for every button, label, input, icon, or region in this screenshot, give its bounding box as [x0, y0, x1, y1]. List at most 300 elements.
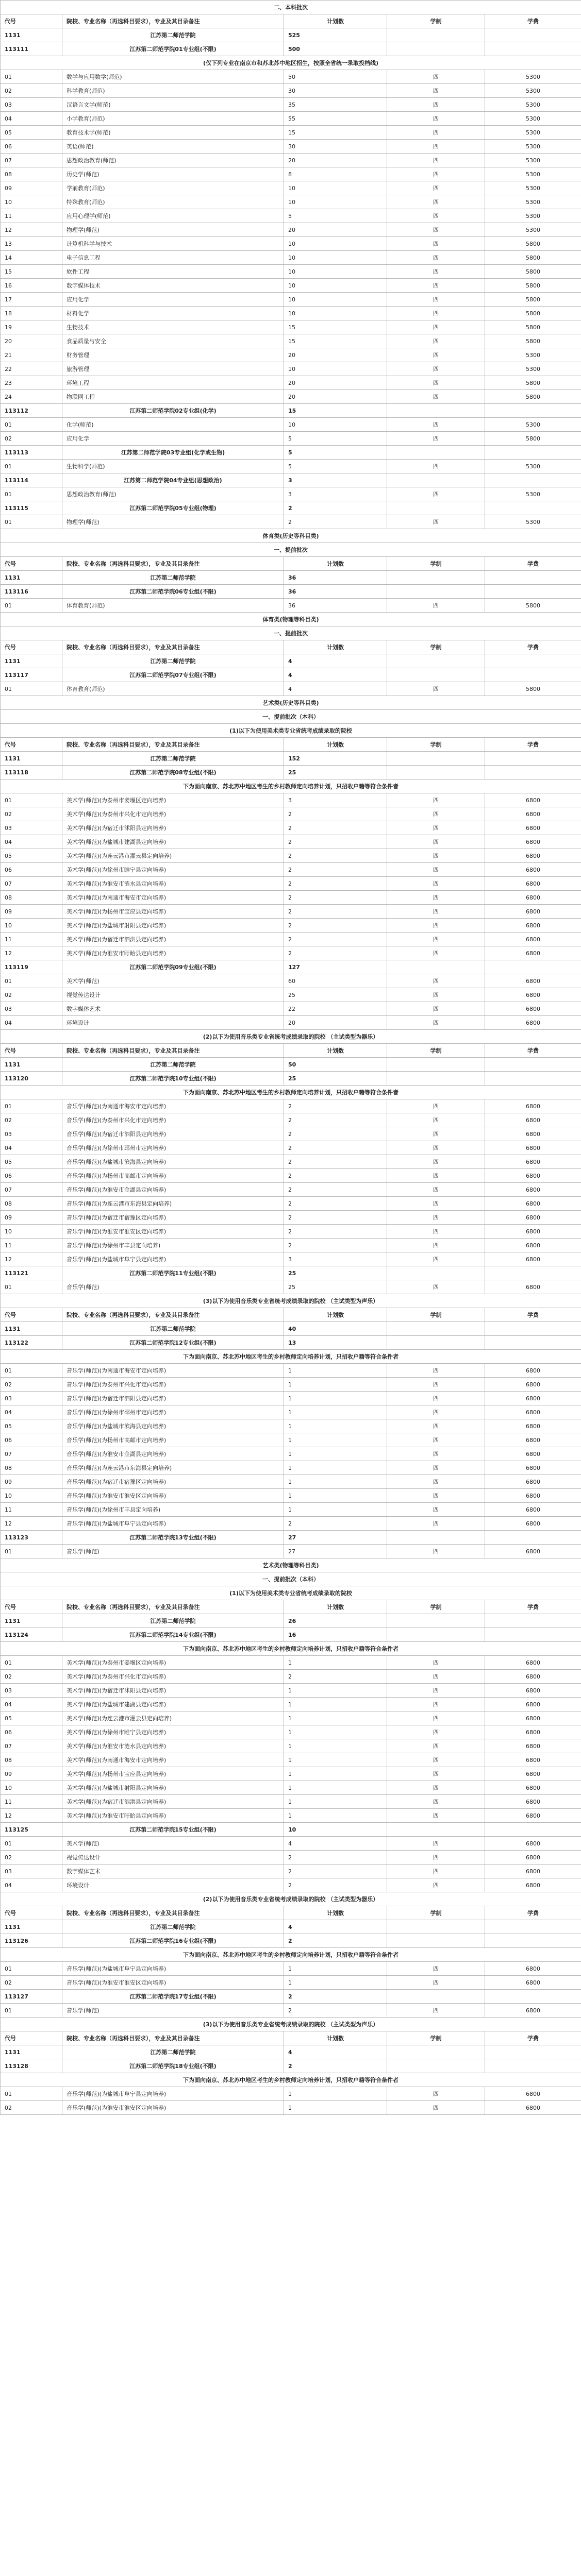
major-row: [1, 1767, 581, 1781]
note-row: [1, 2018, 581, 2031]
major-code: 02: [1, 84, 62, 98]
major-plan: 2: [284, 919, 387, 933]
major-row: [1, 835, 581, 849]
row-plan: 36: [284, 571, 387, 585]
major-name: 音乐学(师范): [62, 1545, 284, 1558]
major-name: 美术学(师范)(为扬州市宝应县定向培养): [62, 905, 284, 919]
major-code: 07: [1, 1739, 62, 1753]
school-row: [1, 1614, 581, 1628]
major-years: 四: [387, 1781, 485, 1795]
row-major: 江苏第二师范学院13专业组(不限): [62, 1531, 284, 1545]
major-row: [1, 376, 581, 390]
major-plan: 10: [284, 265, 387, 279]
major-code: 05: [1, 1155, 62, 1169]
header-code: 代号: [1, 557, 62, 571]
major-name: 食品质量与安全: [62, 334, 284, 348]
major-plan: 1: [284, 1711, 387, 1725]
major-row: [1, 167, 581, 181]
major-code: 13: [1, 237, 62, 251]
row-fee: [485, 1266, 581, 1280]
group-row: [1, 501, 581, 515]
major-years: 四: [387, 112, 485, 126]
major-fee: 6800: [485, 863, 581, 877]
major-code: 02: [1, 432, 62, 446]
major-years: 四: [387, 835, 485, 849]
row-years: [387, 1920, 485, 1934]
major-plan: 2: [284, 2004, 387, 2018]
major-years: 四: [387, 362, 485, 376]
row-plan: 27: [284, 1531, 387, 1545]
group-row: [1, 473, 581, 487]
major-years: 四: [387, 432, 485, 446]
major-years: 四: [387, 251, 485, 265]
major-code: 04: [1, 835, 62, 849]
note-row: [1, 1030, 581, 1044]
header-plan: 计划数: [284, 1308, 387, 1322]
major-row: [1, 418, 581, 432]
major-row: [1, 1725, 581, 1739]
major-row: [1, 877, 581, 891]
major-fee: 6800: [485, 1698, 581, 1711]
major-fee: 6800: [485, 1433, 581, 1447]
row-years: [387, 404, 485, 418]
major-years: 四: [387, 1169, 485, 1183]
row-code: 1131: [1, 1614, 62, 1628]
section-title-row: [1, 696, 581, 710]
major-years: 四: [387, 293, 485, 307]
major-name: 视觉传达设计: [62, 988, 284, 1002]
major-plan: 1: [284, 2087, 387, 2101]
major-name: 体育教育(师范): [62, 682, 284, 696]
major-code: 10: [1, 195, 62, 209]
row-code: 1131: [1, 1920, 62, 1934]
major-name: 材料化学: [62, 307, 284, 320]
major-row: [1, 682, 581, 696]
note-text: (仅下列专业在南京市和苏北苏中地区招生，按照全省统一录取投档线): [1, 56, 581, 70]
major-row: [1, 1183, 581, 1197]
major-code: 01: [1, 1962, 62, 1976]
major-plan: 10: [284, 279, 387, 293]
header-plan: 计划数: [284, 14, 387, 28]
major-fee: 6800: [485, 849, 581, 863]
major-plan: 1: [284, 2101, 387, 2115]
major-code: 03: [1, 1684, 62, 1698]
major-code: 02: [1, 2101, 62, 2115]
row-years: [387, 473, 485, 487]
major-name: 美术学(师范)(为宿迁市沭阳县定向培养): [62, 821, 284, 835]
major-row: [1, 1865, 581, 1878]
major-years: 四: [387, 265, 485, 279]
note-text: 下为面向南京、苏北苏中地区考生的乡村教师定向培养计划，只招收户籍等符合条件者: [1, 779, 581, 793]
major-name: 音乐学(师范)(为扬州市高邮市定向培养): [62, 1169, 284, 1183]
major-name: 美术学(师范): [62, 974, 284, 988]
major-plan: 2: [284, 821, 387, 835]
major-plan: 10: [284, 293, 387, 307]
row-plan: 2: [284, 1934, 387, 1948]
major-years: 四: [387, 1976, 485, 1990]
header-major: 院校、专业名称（再选科目要求），专业及其目录备注: [62, 1600, 284, 1614]
major-years: 四: [387, 237, 485, 251]
major-code: 07: [1, 877, 62, 891]
major-row: [1, 863, 581, 877]
major-code: 01: [1, 1656, 62, 1670]
major-plan: 1: [284, 1781, 387, 1795]
major-name: 音乐学(师范)(为宿迁市宿豫区定向培养): [62, 1211, 284, 1225]
row-fee: [485, 446, 581, 460]
major-years: 四: [387, 1447, 485, 1461]
major-code: 08: [1, 1197, 62, 1211]
major-row: [1, 891, 581, 905]
major-name: 物理学(师范): [62, 515, 284, 529]
row-fee: [485, 42, 581, 56]
major-fee: 6800: [485, 1280, 581, 1294]
major-fee: 6800: [485, 1225, 581, 1239]
major-code: 12: [1, 1517, 62, 1531]
header-years: 学制: [387, 14, 485, 28]
major-row: [1, 1962, 581, 1976]
major-plan: 1: [284, 1489, 387, 1503]
major-name: 英语(师范): [62, 140, 284, 154]
row-major: 江苏第二师范学院: [62, 28, 284, 42]
row-fee: [485, 2045, 581, 2059]
major-code: 09: [1, 181, 62, 195]
major-plan: 3: [284, 793, 387, 807]
row-fee: [485, 668, 581, 682]
major-code: 10: [1, 919, 62, 933]
row-major: 江苏第二师范学院18专业组(不限): [62, 2059, 284, 2073]
row-fee: [485, 1072, 581, 1086]
row-major: 江苏第二师范学院: [62, 1920, 284, 1934]
major-fee: 6800: [485, 946, 581, 960]
major-years: 四: [387, 1795, 485, 1809]
major-code: 01: [1, 1545, 62, 1558]
major-row: [1, 1489, 581, 1503]
section-title-row: [1, 529, 581, 543]
major-plan: 2: [284, 1127, 387, 1141]
major-fee: 5800: [485, 279, 581, 293]
major-row: [1, 1684, 581, 1698]
major-code: 10: [1, 1489, 62, 1503]
major-fee: 6800: [485, 1878, 581, 1892]
major-row: [1, 905, 581, 919]
major-years: 四: [387, 1503, 485, 1517]
row-years: [387, 28, 485, 42]
major-code: 09: [1, 905, 62, 919]
column-header-row: [1, 738, 581, 752]
major-name: 美术学(师范)(为宿迁市泗洪县定向培养): [62, 1795, 284, 1809]
major-name: 美术学(师范)(为淮安市涟水县定向培养): [62, 1739, 284, 1753]
major-plan: 3: [284, 1252, 387, 1266]
major-fee: 6800: [485, 1656, 581, 1670]
major-fee: 5800: [485, 320, 581, 334]
major-code: 12: [1, 1252, 62, 1266]
major-years: 四: [387, 1865, 485, 1878]
major-fee: 6800: [485, 1475, 581, 1489]
major-years: 四: [387, 1739, 485, 1753]
header-code: 代号: [1, 1906, 62, 1920]
row-code: 113113: [1, 446, 62, 460]
note-row: [1, 1294, 581, 1308]
major-years: 四: [387, 1517, 485, 1531]
major-row: [1, 1711, 581, 1725]
major-years: 四: [387, 1711, 485, 1725]
row-major: 江苏第二师范学院05专业组(物理): [62, 501, 284, 515]
major-name: 音乐学(师范)(为盐城市阜宁县定向培养): [62, 1252, 284, 1266]
major-years: 四: [387, 1392, 485, 1405]
major-fee: 6800: [485, 1684, 581, 1698]
major-name: 音乐学(师范)(为泰州市兴化市定向培养): [62, 1378, 284, 1392]
major-fee: 5300: [485, 154, 581, 167]
column-header-row: [1, 1308, 581, 1322]
row-major: 江苏第二师范学院03专业组(化学或生物): [62, 446, 284, 460]
row-major: 江苏第二师范学院01专业组(不限): [62, 42, 284, 56]
major-fee: 5800: [485, 376, 581, 390]
major-row: [1, 265, 581, 279]
major-years: 四: [387, 1878, 485, 1892]
major-name: 美术学(师范)(为淮安市盱眙县定向培养): [62, 1809, 284, 1823]
major-row: [1, 112, 581, 126]
major-name: 美术学(师范)(为泰州市兴化市定向培养): [62, 1670, 284, 1684]
row-major: 江苏第二师范学院: [62, 654, 284, 668]
section-title-row: [1, 613, 581, 626]
row-plan: 13: [284, 1336, 387, 1350]
row-years: [387, 1058, 485, 1072]
major-code: 11: [1, 933, 62, 946]
section-title: 艺术类(历史等科目类): [1, 696, 581, 710]
major-fee: 5300: [485, 515, 581, 529]
major-code: 09: [1, 1475, 62, 1489]
header-fee: 学费: [485, 1906, 581, 1920]
row-code: 113115: [1, 501, 62, 515]
major-plan: 1: [284, 1809, 387, 1823]
major-fee: 5800: [485, 237, 581, 251]
major-code: 05: [1, 849, 62, 863]
header-plan: 计划数: [284, 1044, 387, 1058]
major-years: 四: [387, 891, 485, 905]
major-row: [1, 1016, 581, 1030]
major-code: 01: [1, 1837, 62, 1851]
major-row: [1, 1211, 581, 1225]
major-name: 财务管理: [62, 348, 284, 362]
batch-title-row: [1, 543, 581, 557]
major-years: 四: [387, 2101, 485, 2115]
group-row: [1, 1266, 581, 1280]
batch-title: 一、提前批次（本科）: [1, 710, 581, 724]
column-header-row: [1, 1044, 581, 1058]
row-plan: 25: [284, 1266, 387, 1280]
major-years: 四: [387, 390, 485, 404]
group-row: [1, 1823, 581, 1837]
major-name: 音乐学(师范)(为盐城市滨海县定向培养): [62, 1155, 284, 1169]
header-code: 代号: [1, 14, 62, 28]
major-row: [1, 237, 581, 251]
major-row: [1, 1447, 581, 1461]
major-fee: 6800: [485, 1197, 581, 1211]
major-name: 美术学(师范)(为连云港市灌云县定向培养): [62, 849, 284, 863]
major-plan: 55: [284, 112, 387, 126]
row-years: [387, 668, 485, 682]
major-years: 四: [387, 1099, 485, 1113]
major-years: 四: [387, 487, 485, 501]
major-row: [1, 307, 581, 320]
major-years: 四: [387, 1239, 485, 1252]
major-fee: 6800: [485, 1503, 581, 1517]
major-code: 02: [1, 1113, 62, 1127]
row-plan: 50: [284, 1058, 387, 1072]
major-code: 06: [1, 140, 62, 154]
major-fee: 6800: [485, 1851, 581, 1865]
row-years: [387, 766, 485, 779]
row-major: 江苏第二师范学院17专业组(不限): [62, 1990, 284, 2004]
major-years: 四: [387, 334, 485, 348]
major-years: 四: [387, 946, 485, 960]
major-code: 16: [1, 279, 62, 293]
header-fee: 学费: [485, 1044, 581, 1058]
major-name: 生物技术: [62, 320, 284, 334]
major-plan: 1: [284, 1392, 387, 1405]
header-plan: 计划数: [284, 738, 387, 752]
major-row: [1, 1127, 581, 1141]
major-years: 四: [387, 515, 485, 529]
row-years: [387, 1531, 485, 1545]
major-row: [1, 362, 581, 376]
major-row: [1, 807, 581, 821]
major-name: 音乐学(师范)(为淮安市淮安区定向培养): [62, 1976, 284, 1990]
major-row: [1, 974, 581, 988]
major-code: 01: [1, 487, 62, 501]
major-code: 10: [1, 1781, 62, 1795]
major-years: 四: [387, 1405, 485, 1419]
major-years: 四: [387, 98, 485, 112]
major-plan: 1: [284, 1753, 387, 1767]
major-code: 01: [1, 70, 62, 84]
row-major: 江苏第二师范学院: [62, 752, 284, 766]
header-major: 院校、专业名称（再选科目要求），专业及其目录备注: [62, 14, 284, 28]
header-code: 代号: [1, 738, 62, 752]
group-row: [1, 1072, 581, 1086]
note-text: 下为面向南京、苏北苏中地区考生的乡村教师定向培养计划，只招收户籍等符合条件者: [1, 2073, 581, 2087]
major-row: [1, 2004, 581, 2018]
major-plan: 2: [284, 515, 387, 529]
major-plan: 1: [284, 1739, 387, 1753]
row-fee: [485, 1934, 581, 1948]
major-fee: 6800: [485, 1141, 581, 1155]
major-plan: 10: [284, 362, 387, 376]
major-plan: 2: [284, 1851, 387, 1865]
major-fee: 6800: [485, 1725, 581, 1739]
major-years: 四: [387, 1684, 485, 1698]
major-row: [1, 1280, 581, 1294]
major-name: 旅游管理: [62, 362, 284, 376]
major-fee: 5800: [485, 334, 581, 348]
header-fee: 学费: [485, 14, 581, 28]
major-years: 四: [387, 1155, 485, 1169]
major-plan: 30: [284, 140, 387, 154]
group-row: [1, 1934, 581, 1948]
major-row: [1, 515, 581, 529]
major-code: 01: [1, 1099, 62, 1113]
major-plan: 22: [284, 1002, 387, 1016]
major-fee: 5300: [485, 348, 581, 362]
row-years: [387, 1336, 485, 1350]
row-fee: [485, 1823, 581, 1837]
row-years: [387, 752, 485, 766]
major-name: 汉语言文学(师范): [62, 98, 284, 112]
major-fee: 6800: [485, 1795, 581, 1809]
header-code: 代号: [1, 1308, 62, 1322]
major-years: 四: [387, 1016, 485, 1030]
note-row: [1, 56, 581, 70]
major-years: 四: [387, 1141, 485, 1155]
note-row: [1, 1642, 581, 1656]
row-code: 113123: [1, 1531, 62, 1545]
major-plan: 1: [284, 1461, 387, 1475]
row-plan: 10: [284, 1823, 387, 1837]
row-plan: 36: [284, 585, 387, 599]
major-fee: 6800: [485, 1169, 581, 1183]
major-name: 音乐学(师范)(为泰州市兴化市定向培养): [62, 1113, 284, 1127]
major-plan: 1: [284, 1767, 387, 1781]
row-code: 113125: [1, 1823, 62, 1837]
major-code: 02: [1, 1851, 62, 1865]
major-years: 四: [387, 223, 485, 237]
major-row: [1, 1433, 581, 1447]
major-years: 四: [387, 460, 485, 473]
row-major: 江苏第二师范学院: [62, 571, 284, 585]
major-row: [1, 1392, 581, 1405]
major-fee: 5300: [485, 181, 581, 195]
major-plan: 2: [284, 1878, 387, 1892]
major-plan: 15: [284, 334, 387, 348]
major-years: 四: [387, 2087, 485, 2101]
major-years: 四: [387, 1002, 485, 1016]
major-code: 04: [1, 1016, 62, 1030]
row-years: [387, 1266, 485, 1280]
major-code: 05: [1, 126, 62, 140]
major-code: 01: [1, 793, 62, 807]
batch-title-row: [1, 1572, 581, 1586]
row-code: 113121: [1, 1266, 62, 1280]
major-name: 数字媒体艺术: [62, 1865, 284, 1878]
note-text: (3)以下为使用音乐类专业省统考成绩录取的院校 （主试类型为声乐）: [1, 2018, 581, 2031]
major-code: 05: [1, 1711, 62, 1725]
major-row: [1, 390, 581, 404]
note-text: 下为面向南京、苏北苏中地区考生的乡村教师定向培养计划，只招收户籍等符合条件者: [1, 1642, 581, 1656]
major-name: 环境设计: [62, 1878, 284, 1892]
major-code: 12: [1, 223, 62, 237]
major-row: [1, 1837, 581, 1851]
major-plan: 2: [284, 877, 387, 891]
major-name: 教育技术学(师范): [62, 126, 284, 140]
major-name: 思想政治教育(师范): [62, 154, 284, 167]
row-code: 1131: [1, 571, 62, 585]
major-row: [1, 460, 581, 473]
major-plan: 35: [284, 98, 387, 112]
major-name: 化学(师范): [62, 418, 284, 432]
major-name: 美术学(师范)(为宿迁市沭阳县定向培养): [62, 1684, 284, 1698]
header-years: 学制: [387, 1906, 485, 1920]
header-major: 院校、专业名称（再选科目要求），专业及其目录备注: [62, 2031, 284, 2045]
column-header-row: [1, 2031, 581, 2045]
major-fee: 6800: [485, 1711, 581, 1725]
major-name: 音乐学(师范)(为宿迁市泗阳县定向培养): [62, 1127, 284, 1141]
row-years: [387, 585, 485, 599]
major-years: 四: [387, 2004, 485, 2018]
major-plan: 2: [284, 1169, 387, 1183]
major-plan: 60: [284, 974, 387, 988]
row-code: 113117: [1, 668, 62, 682]
note-text: 下为面向南京、苏北苏中地区考生的乡村教师定向培养计划，只招收户籍等符合条件者: [1, 1948, 581, 1962]
